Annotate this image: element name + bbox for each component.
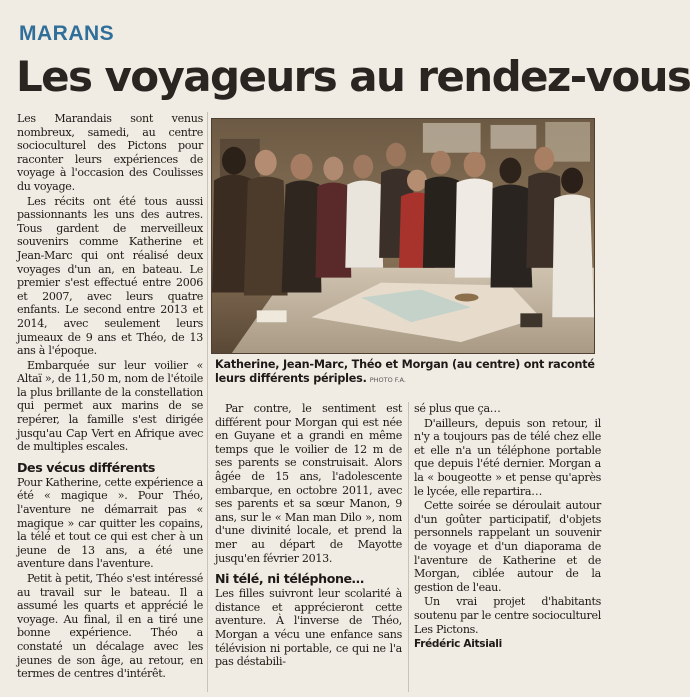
- paragraph: Les Marandais sont venus nombreux, samedi, au centre socioculturel des Pictons pour raconter leurs expériences de voyage à l'occasion des Coulisses du voyage.: [17, 112, 203, 193]
- subheading: Des vécus différents: [17, 459, 156, 475]
- photo-caption: [215, 358, 599, 388]
- photo-credit: PHOTO F.A.: [369, 376, 406, 385]
- paragraph: sé plus que ça…: [414, 402, 501, 415]
- group-photo-image: [212, 119, 594, 353]
- paragraph: Par contre, le sentiment est différent pour Morgan qui est née en Guyane et a grandi en même temps que le voilier de 12 m de ses parents se construisait. Alors âgée de 15 ans, l'adolescente embarque, en octobre 2011, avec ses parents et sa sœur Manon, 9 ans, sur le « Man man Dilo », nom d'une divinité locale, et prend la mer au départ de Mayotte jusqu'en février 2013.: [215, 402, 402, 565]
- group-photo: [211, 118, 595, 354]
- paragraph: Cette soirée se déroulait autour d'un goûter participatif, d'objets personnels rappelant un souvenir de voyage et d'un diaporama de l'aventure de Katherine et de Morgan, ciblée autour de la gestion de l'eau.: [414, 499, 601, 594]
- section-rubric: MARANS: [19, 22, 115, 45]
- paragraph: Pour Katherine, cette expérience a été « magique ». Pour Théo, l'aventure ne démarrait pas « magique » car quitter les copains, la télé et tout ce qui est cher à un jeune de 13 ans, a été une aventure dans l'aventure.: [17, 475, 203, 571]
- author-signature: Frédéric Aitsiali: [414, 638, 502, 651]
- paragraph: D'ailleurs, depuis son retour, il n'y a toujours pas de télé chez elle et elle n'a un téléphone portable que depuis l'été dernier. Morgan a la « bougeotte » et pense qu'après le lycée, elle repartira…: [414, 416, 601, 498]
- column-divider: [207, 112, 208, 692]
- photo-caption-text: Katherine, Jean-Marc, Théo et Morgan (au centre) ont raconté leurs différents périples.: [215, 358, 595, 386]
- bleed-through-text: [388, 2, 598, 36]
- article-column-3: [414, 402, 601, 653]
- article-headline: Les voyageurs au rendez-vous: [16, 52, 690, 101]
- column-divider: [408, 402, 409, 692]
- paragraph: Un vrai projet d'habitants soutenu par le centre socioculturel Les Pictons.: [414, 595, 601, 636]
- subheading: Ni télé, ni téléphone…: [215, 571, 364, 587]
- paragraph: Embarquée sur leur voilier « Altaï », de 11,50 m, nom de l'étoile la plus brillante de la constellation qui permet aux marins de se repérer, la famille s'est dirigée jusqu'au Cap Vert en Afrique avec de multiples escales.: [17, 358, 203, 454]
- paragraph: Les filles suivront leur scolarité à distance et apprécieront cette aventure. À l'inverse de Théo, Morgan a vécu une enfance sans télévision ni portable, ce qui ne l'a pas déstabili-: [215, 587, 402, 669]
- paragraph: Petit à petit, Théo s'est intéressé au travail sur le bateau. Il a assumé les quarts et apprécié le voyage. Au final, il en a tiré une bonne expérience. Théo a constaté un décalage avec les jeunes de son âge, au retour, en termes de centres d'intérêt.: [17, 572, 203, 681]
- paragraph: Les récits ont été tous aussi passionnants les uns des autres. Tous gardent de merveilleux souvenirs comme Katherine et Jean-Marc qui ont réalisé deux voyages d'un an, en bateau. Le premier s'est effectué entre 2006 et 2007, avec leurs quatre enfants. Le second entre 2013 et 2014, avec seulement leurs jumeaux de 9 ans et Théo, de 13 ans à l'époque.: [17, 194, 203, 358]
- article-column-1: [17, 112, 203, 682]
- article-column-2: [215, 402, 402, 670]
